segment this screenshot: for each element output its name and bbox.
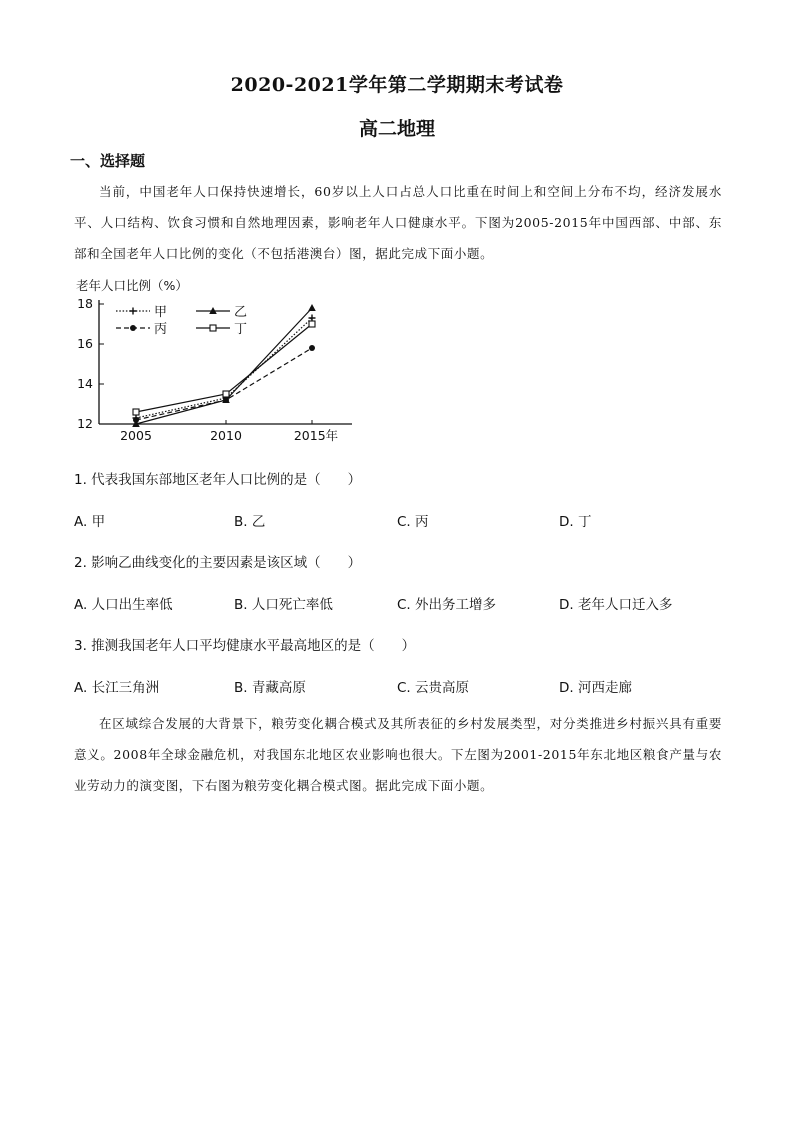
legend-label: 丙	[154, 322, 168, 337]
section-heading: 一、选择题	[70, 152, 146, 170]
x-tick-label: 2015年	[293, 428, 339, 443]
question-2-option-b[interactable]: B. 人口死亡率低	[234, 597, 333, 613]
question-3-option-b[interactable]: B. 青藏高原	[234, 680, 306, 696]
legend-item	[116, 322, 167, 337]
series-line	[136, 348, 312, 420]
question-1-option-b[interactable]: B. 乙	[234, 514, 266, 530]
passage-1: 当前，中国老年人口保持快速增长，60岁以上人口占总人口比重在时间上和空间上分布不均，经济发展水平、人口结构、饮食习惯和自然地理因素，影响老年人口健康水平。下图为2005-2015年中国西部、中部、东部和全国老年人口比例的变化（不包括港澳台）图，据此完成下面小题。	[74, 184, 722, 261]
question-3-option-c[interactable]: C. 云贵高原	[397, 680, 470, 696]
square-marker	[210, 325, 216, 331]
question-2-option-d[interactable]: D. 老年人口迁入多	[559, 597, 673, 613]
legend-label: 丁	[234, 322, 248, 337]
question-1-option-d[interactable]: D. 丁	[559, 514, 592, 530]
circle-marker	[223, 397, 229, 403]
question-2-stem: 2. 影响乙曲线变化的主要因素是该区域（ ）	[74, 555, 362, 571]
triangle-marker	[308, 304, 316, 311]
plus-marker	[130, 308, 137, 315]
question-3-stem: 3. 推测我国老年人口平均健康水平最高地区的是（ ）	[74, 638, 416, 654]
y-tick-label: 12	[77, 416, 93, 431]
question-1-stem: 1. 代表我国东部地区老年人口比例的是（ ）	[74, 472, 362, 488]
exam-title: 2020-2021学年第二学期期末考试卷	[230, 74, 564, 96]
x-tick-label: 2005	[120, 428, 152, 443]
question-3-option-d[interactable]: D. 河西走廊	[559, 680, 632, 696]
circle-marker	[130, 325, 136, 331]
square-marker	[309, 321, 315, 327]
x-tick-label: 2010	[210, 428, 242, 443]
circle-marker	[309, 345, 315, 351]
exam-subject: 高二地理	[358, 118, 435, 140]
square-marker	[223, 391, 229, 397]
y-tick-label: 16	[77, 336, 93, 351]
question-1-option-c[interactable]: C. 丙	[397, 514, 429, 530]
chart-y-axis-label: 老年人口比例（%）	[76, 278, 188, 293]
legend-item	[196, 322, 247, 337]
question-3-option-a[interactable]: A. 长江三角洲	[74, 680, 160, 696]
legend-label: 甲	[154, 305, 168, 320]
question-2-option-a[interactable]: A. 人口出生率低	[74, 597, 173, 613]
elderly-ratio-line-chart	[74, 274, 364, 446]
circle-marker	[133, 417, 139, 423]
question-2-option-c[interactable]: C. 外出务工增多	[397, 597, 497, 613]
legend-item	[116, 305, 167, 320]
square-marker	[133, 409, 139, 415]
question-1-option-a[interactable]: A. 甲	[74, 514, 106, 530]
legend-item	[196, 305, 247, 320]
legend-label: 乙	[234, 305, 248, 320]
passage-2: 在区域综合发展的大背景下，粮劳变化耦合模式及其所表征的乡村发展类型，对分类推进乡村振兴具有重要意义。2008年全球金融危机，对我国东北地区农业影响也很大。下左图为2001-2015年东北地区粮食产量与农业劳动力的演变图，下右图为粮劳变化耦合模式图。据此完成下面小题。	[74, 716, 722, 793]
y-tick-label: 14	[77, 376, 93, 391]
y-tick-label: 18	[77, 296, 93, 311]
series-丙	[133, 345, 315, 423]
